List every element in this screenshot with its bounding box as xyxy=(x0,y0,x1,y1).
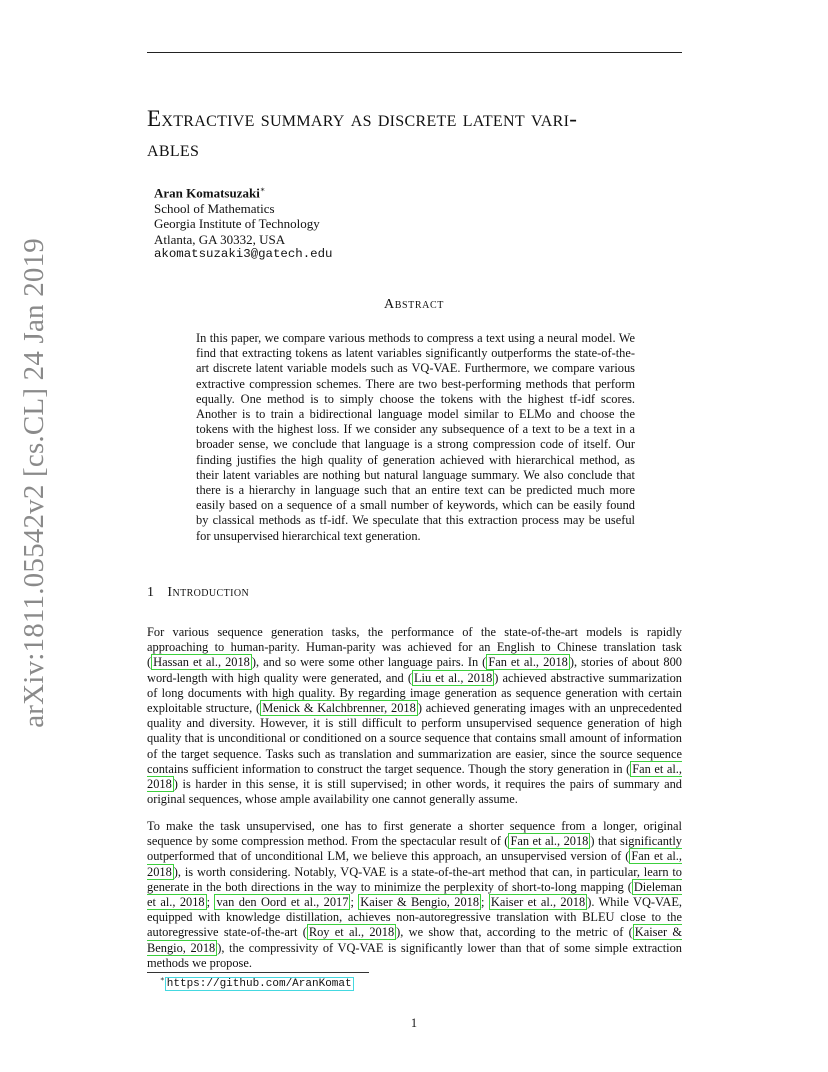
citation-link[interactable]: Kaiser et al., 2018 xyxy=(490,895,586,910)
paragraph-text: ) achieved generating images with an unprecedented quality and diversity. However, it is still difficult to perform unsupervised sequence generation of high quality that is unconditional or conditioned on a source sequence that contains small amount of information of the target sequence. Tasks such as translation and summarization are easier, since the source sequence contains sufficient information to construct the target sequence. Though the story generation in ( xyxy=(147,701,682,776)
top-rule xyxy=(147,52,682,53)
paper-title xyxy=(147,104,687,164)
footnote-mark: ∗ xyxy=(160,975,165,983)
paragraph-text: ) that significantly outperformed that of unconditional LM, we believe this approach, an unsupervised version of ( xyxy=(147,834,682,864)
paragraph-text: ), stories of about 800 word-length with high quality were generated, and ( xyxy=(147,655,682,685)
affiliation-line: Georgia Institute of Technology xyxy=(154,216,320,232)
arxiv-stamp-text: arXiv:1811.05542v2 [cs.CL] 24 Jan 2019 xyxy=(17,238,50,728)
author-block xyxy=(154,182,332,263)
title-line-2: ables xyxy=(147,136,200,161)
abstract-text: In this paper, we compare various methods to compress a text using a neural model. We find that extracting tokens as latent variables significantly outperforms the state-of-the-art discrete latent variable models such as VQ-VAE. Furthermore, we compare various extractive compression schemes. There are two best-performing methods that perform equally. One method is to simply choose the tokens with the highest tf-idf scores. Another is to train a bidirectional language model similar to ELMo and choose the tokens with the highest loss. If we consider any subsequence of a text to be a text in a broader sense, we conclude that language is a strong compression code of itself. Our finding justifies the high quality of generation achieved with hierarchical method, as their latent variables are nothing but natural language summary. We also conclude that there is a hierarchy in language such that an entire text can be predicted much more easily based on a sequence of a small number of keywords, which can be easily found by classical methods as tf-idf. We speculate that this extraction process may be useful for unsupervised hierarchical text generation. xyxy=(196,331,635,543)
paragraph-text: ; xyxy=(481,895,489,910)
page-number: 1 xyxy=(410,1016,418,1030)
paragraph-text: ), we show that, according to the metric of ( xyxy=(396,925,633,940)
paragraph-text: ), and so were some other language pairs. In ( xyxy=(251,655,487,670)
paragraph-text: ). While VQ-VAE, equipped with knowledge distillation, achieves non-autoregressive translation with BLEU close to the autoregressive state-of-the-art ( xyxy=(147,895,682,940)
citation-link[interactable]: Kaiser & Bengio, 2018 xyxy=(147,925,682,955)
paragraph-text: For various sequence generation tasks, the performance of the state-of-the-art models is rapidly approaching to human-parity. Human-parity was achieved for an English to Chinese translation task ( xyxy=(147,625,682,670)
citation-link[interactable]: Hassan et al., 2018 xyxy=(153,655,250,670)
intro-paragraph-1 xyxy=(147,625,682,807)
paragraph-text: ) achieved abstractive summarization of long documents with high quality. By regarding image generation as sequence generation with certain exploitable structure, ( xyxy=(147,670,683,716)
paragraph-text: ), the compressivity of VQ-VAE is significantly lower than that of some simple extraction methods we propose. xyxy=(147,940,682,970)
affiliation-line: Atlanta, GA 30332, USA xyxy=(154,231,286,247)
citation-link[interactable]: Fan et al., 2018 xyxy=(488,655,568,670)
citation-link[interactable]: Fan et al., 2018 xyxy=(147,761,682,792)
citation-link[interactable]: Menick & Kalchbrenner, 2018 xyxy=(262,701,416,716)
paragraph-text: ; xyxy=(206,895,215,910)
footnote xyxy=(160,975,354,990)
section-title: Introduction xyxy=(167,585,250,600)
paragraph-text: ) is harder in this sense, it is still supervised; in other words, it requires the pairs of summary and original sequences, whose ample availability one cannot generally assume. xyxy=(147,777,682,807)
abstract-heading-text: Abstract xyxy=(384,297,444,312)
citation-link[interactable]: Kaiser & Bengio, 2018 xyxy=(360,895,480,910)
author-name: Aran Komatsuzaki xyxy=(154,185,260,201)
paragraph-text: To make the task unsupervised, one has to first generate a shorter sequence from a longer, original sequence by some compression method. From the spectacular result of ( xyxy=(147,819,682,849)
intro-paragraph-2 xyxy=(147,819,682,971)
author-email: akomatsuzaki3@gatech.edu xyxy=(154,247,333,262)
title-line-1: Extractive summary as discrete latent vari- xyxy=(147,106,578,131)
citation-link[interactable]: Fan et al., 2018 xyxy=(147,849,682,879)
citation-link[interactable]: Roy et al., 2018 xyxy=(308,925,395,940)
paragraph-text: ; xyxy=(350,895,359,910)
arxiv-stamp xyxy=(16,238,52,728)
author-footnote-mark: ∗ xyxy=(259,185,266,194)
citation-link[interactable]: Dieleman et al., 2018 xyxy=(147,879,682,910)
affiliation-line: School of Mathematics xyxy=(154,200,275,216)
github-link[interactable]: https://github.com/AranKomat xyxy=(166,977,352,990)
footnote-rule xyxy=(147,972,369,973)
section-number: 1 xyxy=(147,585,155,600)
section-heading-introduction xyxy=(147,585,249,601)
citation-link[interactable]: Liu et al., 2018 xyxy=(413,670,493,685)
paragraph-text: ), is worth considering. Notably, VQ-VAE is a state-of-the-art method that can, in particular, learn to generate in the both directions in the way to minimize the perplexity of short-to-long mapping ( xyxy=(147,864,682,894)
citation-link[interactable]: van den Oord et al., 2017 xyxy=(216,895,349,910)
citation-link[interactable]: Fan et al., 2018 xyxy=(510,834,589,849)
abstract-heading xyxy=(0,297,828,313)
